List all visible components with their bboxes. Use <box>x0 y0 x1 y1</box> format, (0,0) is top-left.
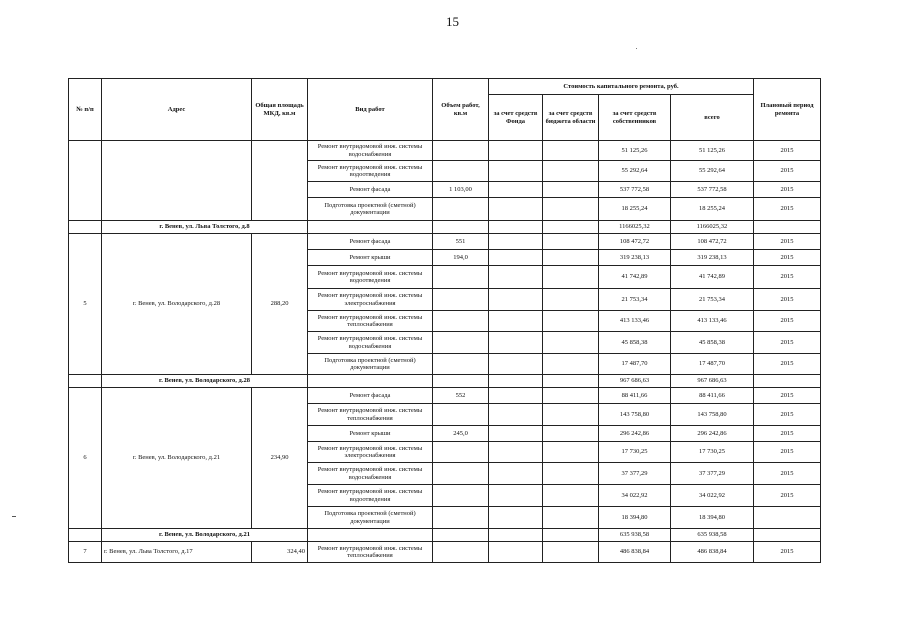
subtotal-label: г. Венев, ул. Володарского, д.21 <box>102 529 308 542</box>
cost-fund-cell <box>489 161 543 182</box>
header-address: Адрес <box>102 79 252 141</box>
period-cell: 2015 <box>754 332 821 354</box>
header-area: Общая площадь МКД, кв.м <box>252 79 308 141</box>
work-type-cell <box>308 221 433 234</box>
cost-owners-cell: 45 858,38 <box>599 332 671 354</box>
cost-owners-cell: 51 125,26 <box>599 141 671 161</box>
cost-region-cell <box>543 250 599 266</box>
cost-owners-cell: 18 255,24 <box>599 198 671 221</box>
cost-region-cell <box>543 182 599 198</box>
cost-fund-cell <box>489 198 543 221</box>
work-type-cell: Ремонт внутридомовой инж. системы водоотведения <box>308 485 433 507</box>
period-cell <box>754 221 821 234</box>
cost-owners-cell: 296 242,86 <box>599 426 671 442</box>
cost-fund-cell <box>489 507 543 529</box>
cost-total-cell: 17 487,70 <box>671 354 754 375</box>
cost-fund-cell <box>489 375 543 388</box>
work-type-cell: Подготовка проектной (сметной) документации <box>308 198 433 221</box>
cost-owners-cell: 17 487,70 <box>599 354 671 375</box>
cost-owners-cell: 41 742,89 <box>599 266 671 289</box>
volume-cell: 194,0 <box>433 250 489 266</box>
volume-cell: 552 <box>433 388 489 404</box>
row-num-cell <box>69 375 102 388</box>
cost-fund-cell <box>489 234 543 250</box>
period-cell: 2015 <box>754 426 821 442</box>
cost-region-cell <box>543 332 599 354</box>
cost-total-cell: 41 742,89 <box>671 266 754 289</box>
cost-total-cell: 319 238,13 <box>671 250 754 266</box>
cost-region-cell <box>543 542 599 563</box>
cost-region-cell <box>543 161 599 182</box>
volume-cell <box>433 311 489 332</box>
cost-total-cell: 21 753,34 <box>671 289 754 311</box>
volume-cell <box>433 442 489 463</box>
cost-fund-cell <box>489 388 543 404</box>
cost-region-cell <box>543 198 599 221</box>
header-work-type: Вид работ <box>308 79 433 141</box>
cost-owners-cell: 37 377,29 <box>599 463 671 485</box>
period-cell <box>754 375 821 388</box>
cost-owners-cell: 319 238,13 <box>599 250 671 266</box>
volume-cell <box>433 289 489 311</box>
row-num-cell <box>69 221 102 234</box>
period-cell: 2015 <box>754 266 821 289</box>
scan-mark <box>12 516 16 517</box>
cost-total-cell: 37 377,29 <box>671 463 754 485</box>
address-cell: г. Венев, ул. Володарского, д.21 <box>102 388 252 529</box>
cost-fund-cell <box>489 426 543 442</box>
cost-region-cell <box>543 463 599 485</box>
subtotal-label: г. Венев, ул. Володарского, д.28 <box>102 375 308 388</box>
volume-cell <box>433 463 489 485</box>
area-cell: 324,40 <box>252 542 308 563</box>
cost-total-cell: 108 472,72 <box>671 234 754 250</box>
work-type-cell: Ремонт внутридомовой инж. системы водоснабжения <box>308 141 433 161</box>
cost-region-cell <box>543 507 599 529</box>
volume-cell: 1 103,00 <box>433 182 489 198</box>
header-cost-total: всего <box>671 95 754 141</box>
subtotal-total: 635 938,58 <box>671 529 754 542</box>
header-cost-fund: за счет средств Фонда <box>489 95 543 141</box>
volume-cell <box>433 141 489 161</box>
work-type-cell: Ремонт внутридомовой инж. системы теплоснабжения <box>308 404 433 426</box>
cost-fund-cell <box>489 529 543 542</box>
period-cell: 2015 <box>754 182 821 198</box>
cost-fund-cell <box>489 250 543 266</box>
cost-total-cell: 55 292,64 <box>671 161 754 182</box>
cost-region-cell <box>543 141 599 161</box>
header-cost-owners: за счет средств собственников <box>599 95 671 141</box>
work-type-cell: Ремонт фасада <box>308 234 433 250</box>
work-type-cell: Подготовка проектной (сметной) документации <box>308 354 433 375</box>
subtotal-row <box>69 529 821 542</box>
work-type-cell: Ремонт фасада <box>308 388 433 404</box>
cost-fund-cell <box>489 485 543 507</box>
cost-region-cell <box>543 311 599 332</box>
row-num-cell: 5 <box>69 234 102 375</box>
work-type-cell <box>308 529 433 542</box>
work-type-cell: Ремонт внутридомовой инж. системы водоотведения <box>308 161 433 182</box>
work-type-cell: Ремонт внутридомовой инж. системы водоотведения <box>308 266 433 289</box>
work-type-cell: Ремонт крыши <box>308 250 433 266</box>
period-cell: 2015 <box>754 234 821 250</box>
cost-fund-cell <box>489 404 543 426</box>
period-cell: 2015 <box>754 161 821 182</box>
cost-total-cell: 17 730,25 <box>671 442 754 463</box>
cost-region-cell <box>543 388 599 404</box>
cost-fund-cell <box>489 182 543 198</box>
cost-fund-cell <box>489 463 543 485</box>
volume-cell <box>433 221 489 234</box>
cost-total-cell: 34 022,92 <box>671 485 754 507</box>
cost-region-cell <box>543 266 599 289</box>
page-number: 15 <box>446 14 459 29</box>
address-cell <box>102 141 252 221</box>
cost-owners-cell: 537 772,58 <box>599 182 671 198</box>
volume-cell <box>433 332 489 354</box>
cost-region-cell <box>543 529 599 542</box>
cost-region-cell <box>543 404 599 426</box>
work-type-cell: Подготовка проектной (сметной) документации <box>308 507 433 529</box>
cost-fund-cell <box>489 141 543 161</box>
period-cell: 2015 <box>754 141 821 161</box>
address-cell: г. Венев, ул. Льва Толстого, д.17 <box>102 542 252 563</box>
header-cost-region: за счет средств бюджета области <box>543 95 599 141</box>
period-cell <box>754 529 821 542</box>
subtotal-row <box>69 375 821 388</box>
cost-total-cell: 88 411,66 <box>671 388 754 404</box>
cost-total-cell: 45 858,38 <box>671 332 754 354</box>
cost-region-cell <box>543 221 599 234</box>
period-cell: 2015 <box>754 388 821 404</box>
volume-cell <box>433 542 489 563</box>
cost-region-cell <box>543 375 599 388</box>
period-cell: 2015 <box>754 311 821 332</box>
subtotal-label: г. Венев, ул. Льва Толстого, д.8 <box>102 221 308 234</box>
table-row <box>69 234 821 250</box>
row-num-cell: 6 <box>69 388 102 529</box>
cost-total-cell: 18 255,24 <box>671 198 754 221</box>
cost-owners-cell: 18 394,80 <box>599 507 671 529</box>
work-type-cell: Ремонт внутридомовой инж. системы электроснабжения <box>308 289 433 311</box>
period-cell: 2015 <box>754 485 821 507</box>
volume-cell <box>433 375 489 388</box>
period-cell: 2015 <box>754 442 821 463</box>
cost-owners-cell: 143 758,80 <box>599 404 671 426</box>
cost-total-cell: 486 838,84 <box>671 542 754 563</box>
subtotal-total: 1166025,32 <box>671 221 754 234</box>
cost-region-cell <box>543 485 599 507</box>
header-period: Плановый период ремонта <box>754 79 821 141</box>
cost-region-cell <box>543 234 599 250</box>
work-type-cell <box>308 375 433 388</box>
work-type-cell: Ремонт внутридомовой инж. системы водоснабжения <box>308 332 433 354</box>
repair-table-container <box>68 78 821 563</box>
repair-cost-table <box>68 78 821 563</box>
volume-cell: 245,0 <box>433 426 489 442</box>
header-cost-group: Стоимость капитального ремонта, руб. <box>489 79 754 95</box>
cost-owners-cell: 17 730,25 <box>599 442 671 463</box>
cost-fund-cell <box>489 289 543 311</box>
table-row <box>69 141 821 161</box>
cost-owners-cell: 34 022,92 <box>599 485 671 507</box>
cost-fund-cell <box>489 354 543 375</box>
cost-owners-cell: 486 838,84 <box>599 542 671 563</box>
volume-cell <box>433 354 489 375</box>
cost-owners-cell: 88 411,66 <box>599 388 671 404</box>
cost-region-cell <box>543 426 599 442</box>
volume-cell <box>433 161 489 182</box>
volume-cell <box>433 266 489 289</box>
cost-owners-cell: 108 472,72 <box>599 234 671 250</box>
volume-cell <box>433 529 489 542</box>
volume-cell <box>433 198 489 221</box>
subtotal-owners: 967 686,63 <box>599 375 671 388</box>
cost-fund-cell <box>489 221 543 234</box>
cost-total-cell: 296 242,86 <box>671 426 754 442</box>
work-type-cell: Ремонт внутридомовой инж. системы теплоснабжения <box>308 542 433 563</box>
work-type-cell: Ремонт фасада <box>308 182 433 198</box>
volume-cell <box>433 485 489 507</box>
cost-total-cell: 537 772,58 <box>671 182 754 198</box>
work-type-cell: Ремонт внутридомовой инж. системы водоснабжения <box>308 463 433 485</box>
period-cell: 2015 <box>754 404 821 426</box>
period-cell: 2015 <box>754 198 821 221</box>
cost-total-cell: 51 125,26 <box>671 141 754 161</box>
cost-total-cell: 143 758,80 <box>671 404 754 426</box>
row-num-cell: 7 <box>69 542 102 563</box>
period-cell: 2015 <box>754 463 821 485</box>
volume-cell <box>433 507 489 529</box>
period-cell: 2015 <box>754 250 821 266</box>
work-type-cell: Ремонт внутридомовой инж. системы теплоснабжения <box>308 311 433 332</box>
work-type-cell: Ремонт крыши <box>308 426 433 442</box>
subtotal-owners: 635 938,58 <box>599 529 671 542</box>
work-type-cell: Ремонт внутридомовой инж. системы электроснабжения <box>308 442 433 463</box>
cost-fund-cell <box>489 311 543 332</box>
table-row <box>69 388 821 404</box>
cost-region-cell <box>543 442 599 463</box>
period-cell: 2015 <box>754 542 821 563</box>
subtotal-row <box>69 221 821 234</box>
cost-region-cell <box>543 354 599 375</box>
header-num: № п/п <box>69 79 102 141</box>
address-cell: г. Венев, ул. Володарского, д.28 <box>102 234 252 375</box>
cost-fund-cell <box>489 332 543 354</box>
cost-fund-cell <box>489 266 543 289</box>
cost-owners-cell: 413 133,46 <box>599 311 671 332</box>
period-cell: 2015 <box>754 289 821 311</box>
cost-owners-cell: 21 753,34 <box>599 289 671 311</box>
cost-fund-cell <box>489 442 543 463</box>
period-cell <box>754 507 821 529</box>
cost-region-cell <box>543 289 599 311</box>
table-row <box>69 542 821 563</box>
row-num-cell <box>69 141 102 221</box>
area-cell: 288,20 <box>252 234 308 375</box>
volume-cell <box>433 404 489 426</box>
volume-cell: 551 <box>433 234 489 250</box>
cost-fund-cell <box>489 542 543 563</box>
cost-owners-cell: 55 292,64 <box>599 161 671 182</box>
scan-mark <box>636 48 637 49</box>
subtotal-total: 967 686,63 <box>671 375 754 388</box>
row-num-cell <box>69 529 102 542</box>
cost-total-cell: 18 394,80 <box>671 507 754 529</box>
cost-total-cell: 413 133,46 <box>671 311 754 332</box>
header-volume: Объем работ, кв.м <box>433 79 489 141</box>
subtotal-owners: 1166025,32 <box>599 221 671 234</box>
period-cell: 2015 <box>754 354 821 375</box>
area-cell: 234,90 <box>252 388 308 529</box>
area-cell <box>252 141 308 221</box>
